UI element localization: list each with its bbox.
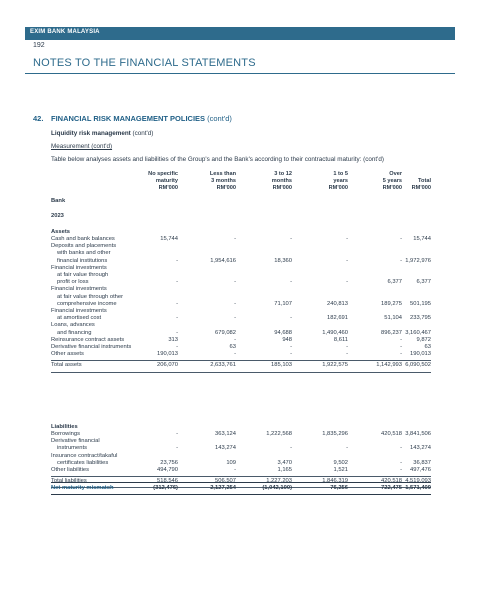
table-cell: 1,972,976 — [405, 257, 431, 264]
table-cell: - — [400, 351, 402, 358]
row-label-line: Other liabilities — [51, 467, 90, 473]
table-cell: 18,360 — [274, 257, 292, 264]
row-label-line: Deposits and placements — [51, 243, 117, 250]
table-cell: - — [346, 279, 348, 286]
table-cell: - — [176, 257, 178, 264]
table-rule — [51, 482, 431, 483]
table-cell: 6,377 — [387, 279, 402, 286]
column-header — [293, 171, 348, 192]
column-header — [181, 171, 236, 192]
table-cell: 23,756 — [160, 459, 178, 466]
liabilities-heading: Liabilities — [51, 424, 78, 430]
column-header-line: RM'000 — [382, 185, 402, 191]
table-cell: - — [234, 467, 236, 473]
row-label-line: certificates liabilities — [57, 459, 109, 466]
table-cell: 6,377 — [416, 279, 431, 286]
table-cell: - — [400, 467, 402, 473]
column-header-line: maturity — [155, 178, 178, 184]
table-cell: - — [176, 344, 178, 350]
table-cell: 76,256 — [330, 485, 348, 491]
table-cell: 190,013 — [410, 351, 431, 358]
table-cell: 420,518 — [381, 478, 402, 485]
page-number: 192 — [33, 42, 45, 49]
table-cell: - — [234, 236, 236, 242]
table-cell: 63 — [424, 344, 431, 350]
table-cell: - — [234, 315, 236, 322]
column-header — [123, 171, 178, 192]
table-cell: 240,813 — [327, 300, 348, 307]
table-cell: 6,090,502 — [405, 362, 431, 369]
liability-row — [51, 453, 431, 467]
table-cell: - — [234, 351, 236, 358]
table-cell: 722,475 — [381, 485, 402, 491]
section-contd: (cont'd) — [207, 114, 232, 123]
table-cell: - — [346, 236, 348, 242]
column-header — [237, 171, 292, 192]
table-cell: - — [400, 445, 402, 452]
table-cell: - — [176, 300, 178, 307]
table-cell: 71,107 — [274, 300, 292, 307]
table-cell: 3,841,506 — [405, 431, 431, 437]
section-heading — [33, 114, 232, 123]
table-cell: 1,165 — [277, 467, 292, 473]
table-cell: - — [400, 236, 402, 242]
table-cell: 143,274 — [215, 445, 236, 452]
column-header-line: months — [271, 178, 292, 184]
table-cell: - — [176, 315, 178, 322]
row-label-line: Total assets — [51, 362, 82, 369]
table-cell: 1,846,319 — [322, 478, 348, 485]
table-cell: - — [290, 236, 292, 242]
column-header-line: Total — [418, 178, 431, 184]
table-cell: - — [346, 351, 348, 358]
table-cell: 1,571,409 — [405, 485, 431, 491]
table-cell: 2,127,254 — [210, 485, 236, 491]
table-cell: 233,795 — [410, 315, 431, 322]
table-cell: - — [290, 351, 292, 358]
table-cell: 182,691 — [327, 315, 348, 322]
table-cell: 4,519,093 — [405, 478, 431, 485]
table-cell: 420,518 — [381, 431, 402, 437]
table-cell: - — [234, 336, 236, 343]
entity-label: Bank — [51, 198, 66, 204]
table-cell: - — [290, 315, 292, 322]
table-cell: 1,227,203 — [266, 478, 292, 485]
table-rule — [51, 476, 431, 477]
row-label-line: at amortised cost — [57, 315, 102, 322]
table-cell: 1,922,575 — [322, 362, 348, 369]
section-number: 42. — [33, 114, 44, 123]
asset-row — [51, 337, 431, 344]
table-description: Table below analyses assets and liabilities of the Group's and the Bank's according to their contractual maturity: (cont'd) — [51, 156, 384, 163]
table-rule — [51, 372, 431, 373]
subheading-measurement: Measurement (cont'd) — [51, 143, 113, 150]
column-header-line: RM'000 — [158, 185, 178, 191]
column-header-line: 3 months — [211, 178, 236, 184]
row-label-line: financial institutions — [57, 257, 108, 264]
row-label-line: Other assets — [51, 351, 84, 358]
table-cell: - — [346, 257, 348, 264]
table-cell: - — [176, 329, 178, 336]
column-header-line: Over — [389, 171, 402, 177]
table-cell: 679,082 — [215, 329, 236, 336]
table-cell: 36,837 — [413, 459, 431, 466]
row-label-line: Insurance contract/takaful — [51, 452, 118, 459]
table-cell: - — [400, 459, 402, 466]
table-cell: - — [290, 445, 292, 452]
table-cell: - — [176, 445, 178, 452]
row-label-line: instruments — [57, 445, 87, 452]
company-name: EXIM BANK MALAYSIA — [30, 29, 100, 35]
table-cell: 501,195 — [410, 300, 431, 307]
table-cell: - — [346, 344, 348, 350]
row-label-line: Derivative financial — [51, 438, 100, 445]
asset-row — [51, 308, 431, 322]
total-assets-row — [51, 362, 431, 369]
section-title: FINANCIAL RISK MANAGEMENT POLICIES — [51, 114, 206, 123]
table-cell: 15,744 — [413, 236, 431, 242]
asset-row — [51, 344, 431, 351]
row-label-line: comprehensive income — [57, 300, 117, 307]
table-cell: 94,688 — [274, 329, 292, 336]
table-cell: 518,546 — [157, 478, 178, 485]
table-cell: 63 — [229, 344, 236, 350]
asset-row — [51, 351, 431, 358]
year-label: 2023 — [51, 213, 64, 219]
table-cell: 896,237 — [381, 329, 402, 336]
table-cell: 497,476 — [410, 467, 431, 473]
column-header-line: No specific — [148, 171, 178, 177]
table-cell: 190,013 — [157, 351, 178, 358]
column-header — [376, 178, 431, 192]
row-label-line: with banks and other — [57, 250, 111, 257]
title-divider — [25, 73, 455, 74]
row-label-line: at fair value through other — [57, 293, 124, 300]
table-cell: 1,222,568 — [266, 431, 292, 437]
column-header-line: RM'000 — [272, 185, 292, 191]
row-label-line: Loans, advances — [51, 322, 95, 329]
table-cell: 143,274 — [410, 445, 431, 452]
table-cell: - — [400, 344, 402, 350]
liability-row — [51, 431, 431, 438]
table-cell: 1,521 — [333, 467, 348, 473]
table-cell: 3,470 — [277, 459, 292, 466]
table-cell: 1,835,296 — [322, 431, 348, 437]
liability-row — [51, 467, 431, 474]
subheading-liquidity — [51, 130, 153, 137]
asset-row — [51, 286, 431, 308]
asset-row — [51, 322, 431, 336]
subheading-liquidity-text: Liquidity risk management — [51, 130, 131, 137]
page-title: NOTES TO THE FINANCIAL STATEMENTS — [33, 57, 256, 69]
liability-row — [51, 438, 431, 452]
net-maturity-mismatch-row — [51, 485, 431, 492]
row-label-line: Derivative financial instruments — [51, 344, 132, 350]
table-cell: 15,744 — [160, 236, 178, 242]
row-label-line: Cash and bank balances — [51, 236, 115, 242]
column-header-line: years — [333, 178, 348, 184]
column-header-line: 3 to 12 — [274, 171, 292, 177]
table-cell: - — [234, 279, 236, 286]
table-cell: 1,490,460 — [322, 329, 348, 336]
table-cell: 109 — [226, 459, 236, 466]
row-label-line: Financial investments — [51, 264, 107, 271]
row-label-line: Reinsurance contract assets — [51, 336, 125, 343]
table-cell: 506,507 — [215, 478, 236, 485]
table-cell: 189,275 — [381, 300, 402, 307]
subheading-liquidity-contd: (cont'd) — [132, 130, 154, 137]
column-header-line: RM'000 — [328, 185, 348, 191]
table-cell: - — [400, 257, 402, 264]
row-label-line: profit or loss — [57, 279, 89, 286]
row-label-line: Total liabilities — [51, 478, 87, 485]
table-cell: - — [290, 279, 292, 286]
table-rule — [51, 494, 431, 495]
row-label-line: at fair value through — [57, 272, 109, 278]
table-cell: 2,633,761 — [210, 362, 236, 369]
table-cell: 51,104 — [384, 315, 402, 322]
column-header-line: RM'000 — [411, 185, 431, 191]
table-cell: - — [346, 445, 348, 452]
table-cell: (312,476) — [153, 485, 178, 491]
table-cell: 313 — [168, 336, 178, 343]
row-label-line: Financial investments — [51, 308, 107, 314]
assets-heading: Assets — [51, 229, 71, 235]
row-label-line: Financial investments — [51, 286, 107, 293]
table-cell: 9,872 — [416, 336, 431, 343]
table-cell: 494,790 — [157, 467, 178, 473]
header-bar — [25, 27, 455, 40]
table-cell: 206,070 — [157, 362, 178, 369]
table-cell: - — [290, 344, 292, 350]
row-label-line: Net maturity mismatch — [51, 485, 114, 491]
table-cell: - — [400, 336, 402, 343]
asset-row — [51, 236, 431, 243]
table-cell: 8,611 — [333, 336, 348, 343]
table-cell: 1,954,616 — [210, 257, 236, 264]
table-cell: 1,142,993 — [376, 362, 402, 369]
table-cell: (1,042,100) — [262, 485, 292, 491]
table-cell: - — [176, 431, 178, 437]
column-header-line: 5 years — [382, 178, 402, 184]
table-cell: 948 — [282, 336, 292, 343]
column-header-line: 1 to 5 — [333, 171, 348, 177]
asset-row — [51, 243, 431, 265]
column-header-line: Less than — [209, 171, 236, 177]
asset-row — [51, 265, 431, 287]
table-cell: - — [234, 300, 236, 307]
table-cell: - — [176, 279, 178, 286]
table-cell: 9,502 — [333, 459, 348, 466]
row-label-line: and financing — [57, 329, 92, 336]
table-cell: 363,124 — [215, 431, 236, 437]
column-header-line: RM'000 — [216, 185, 236, 191]
row-label-line: Borrowings — [51, 431, 80, 437]
table-rule — [51, 360, 431, 361]
table-cell: 3,160,467 — [405, 329, 431, 336]
table-cell: 185,103 — [271, 362, 292, 369]
